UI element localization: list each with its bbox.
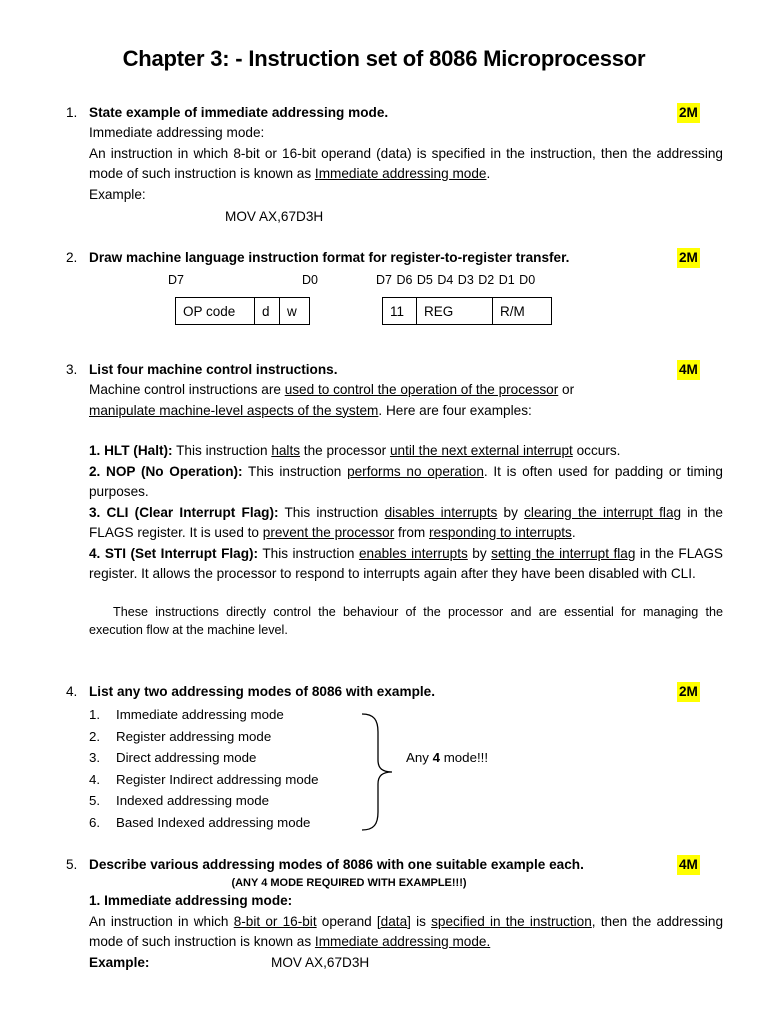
question-text: List four machine control instructions.	[89, 362, 338, 377]
question-number: 4.	[66, 684, 78, 699]
bit-label-d0: D0	[302, 273, 318, 287]
format-cell: REG	[417, 298, 493, 324]
answer-line: Immediate addressing mode:	[89, 125, 265, 140]
example-label: Example:	[89, 186, 146, 202]
instruction-format-box-right	[382, 297, 552, 325]
question-text: State example of immediate addressing mode.	[89, 105, 389, 120]
question-1	[66, 103, 746, 228]
list-item: 5. Indexed addressing mode	[89, 793, 270, 808]
question-3	[66, 360, 746, 640]
mode-heading: 1. Immediate addressing mode:	[89, 893, 293, 908]
addressing-mode-list	[89, 704, 319, 833]
example-label: Example:	[89, 954, 150, 970]
question-text: Describe various addressing modes of 8086 with one suitable example each.	[89, 857, 584, 872]
question-number: 5.	[66, 857, 78, 872]
question-5	[66, 855, 746, 973]
code-example: MOV AX,67D3H	[225, 209, 324, 224]
list-item-nop: 2. NOP (No Operation): This instruction performs no operation. It is often used for padding or timing purposes.	[89, 463, 723, 499]
marks-badge: 4M	[677, 855, 700, 875]
list-item: 2. Register addressing mode	[89, 728, 272, 744]
answer-definition: An instruction in which 8-bit or 16-bit operand (data) is specified in the instruction, then the addressing mode of such instruction is known as Immediate addressing mode.	[89, 145, 723, 181]
question-2	[66, 248, 746, 268]
marks-badge: 4M	[677, 360, 700, 380]
page-title: Chapter 3: - Instruction set of 8086 Microprocessor	[122, 46, 646, 71]
closing-paragraph: These instructions directly control the behaviour of the processor and are essential for managing the execution flow at the machine level.	[89, 604, 723, 637]
list-item-cli: 3. CLI (Clear Interrupt Flag): This instruction disables interrupts by clearing the interrupt flag in the FLAGS register. It is used to prevent the processor from responding to interrupts.	[89, 504, 723, 540]
answer-intro: Machine control instructions are used to control the operation of the processor or manipulate machine-level aspects of the system. Here are four examples:	[89, 382, 575, 418]
bit-label-d7: D7	[168, 273, 184, 287]
required-note: (ANY 4 MODE REQUIRED WITH EXAMPLE!!!)	[231, 877, 467, 889]
list-item: 4. Register Indirect addressing mode	[89, 771, 319, 787]
marks-badge: 2M	[677, 103, 700, 123]
format-cell: R/M	[500, 303, 525, 319]
code-example: MOV AX,67D3H	[271, 954, 370, 970]
format-cell: 11	[383, 298, 417, 324]
list-item: 6. Based Indexed addressing mode	[89, 814, 311, 830]
brace-note: Any 4 mode!!!	[406, 750, 489, 765]
question-text: List any two addressing modes of 8086 with example.	[89, 684, 435, 699]
question-number: 2.	[66, 250, 78, 265]
list-item: 1. Immediate addressing mode	[89, 707, 284, 722]
underline-term: Immediate addressing mode	[314, 166, 487, 181]
question-text: Draw machine language instruction format for register-to-register transfer.	[89, 250, 570, 265]
marks-badge: 2M	[677, 248, 700, 268]
bit-labels-right: D7 D6 D5 D4 D3 D2 D1 D0	[376, 273, 536, 287]
format-cell: w	[287, 303, 297, 319]
list-item-sti: 4. STI (Set Interrupt Flag): This instruction enables interrupts by setting the interrupt flag in the FLAGS register. It allows the processor to respond to interrupts again after they have been disabled with CLI.	[89, 545, 723, 581]
right-brace-icon	[360, 712, 396, 832]
question-number: 3.	[66, 362, 78, 377]
question-4	[66, 682, 746, 702]
list-item: 3. Direct addressing mode	[89, 750, 257, 765]
instruction-format-box-left	[175, 297, 310, 325]
format-cell: OP code	[176, 298, 255, 324]
list-item-hlt: 1. HLT (Halt): This instruction halts the processor until the next external interrupt occurs.	[89, 443, 621, 458]
question-number: 1.	[66, 105, 78, 120]
format-cell: d	[255, 298, 280, 324]
answer-definition: An instruction in which 8-bit or 16-bit operand [data] is specified in the instruction, then the addressing mode of such instruction is known as Immediate addressing mode.	[89, 913, 724, 949]
marks-badge: 2M	[677, 682, 700, 702]
